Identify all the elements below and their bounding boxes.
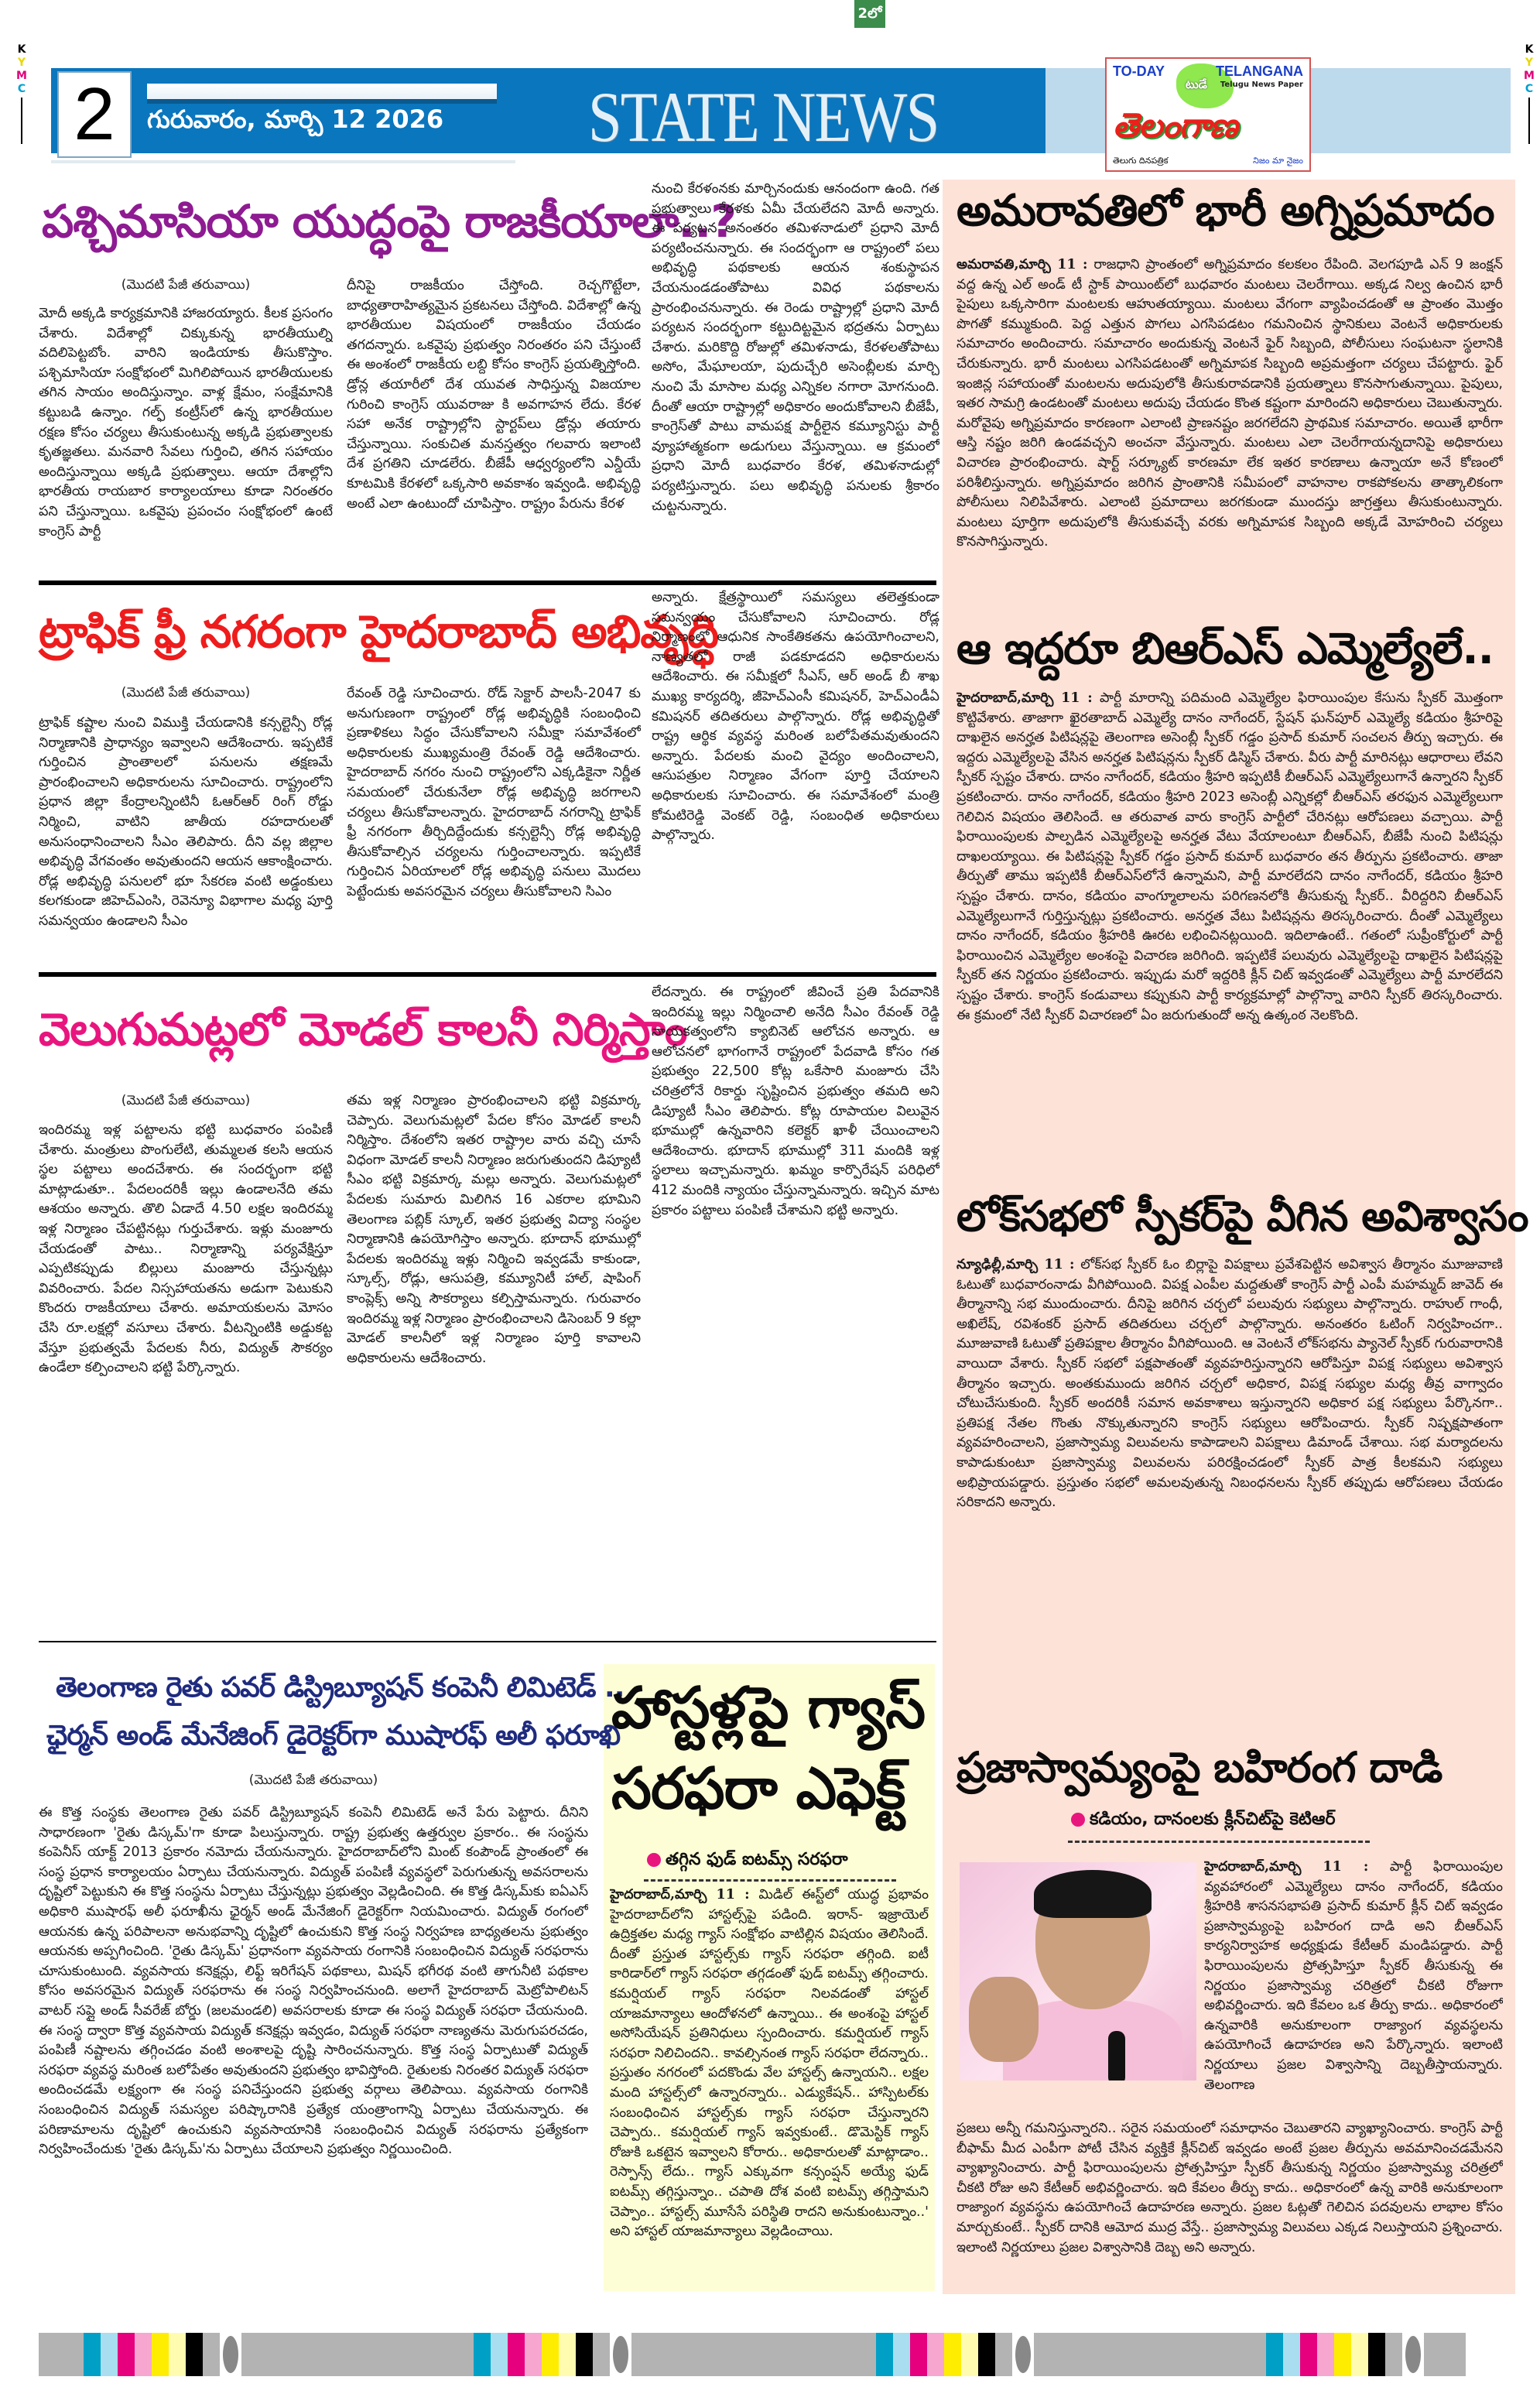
continued-label: (మొదటి పేజీ తరువాయి) <box>248 1772 378 1788</box>
headline-rythu-discom-line1: తెలంగాణ రైతు పవర్ డిస్ట్రిబ్యూషన్ కంపెనీ లిమిటెడ్ .. <box>56 1672 625 1704</box>
continued-label: (మొదటి పేజీ తరువాయి) <box>121 685 251 700</box>
photo-hand <box>969 1977 1039 2062</box>
article-traffic-col3: అన్నారు. క్షేత్రస్థాయిలో సమస్యలు తలెత్తకుండా సమన్వయం చేసుకోవాలని సూచించారు. రోడ్ల నిర్మాణంలో ఆధునిక సాంకేతికతను ఉపయోగించాలని, నాణ్యతలో రాజీ పడకూడదని అధికారులను ఆదేశించారు. ఈ సమీక్షలో సీఎస్, ఆర్ అండ్ బీ శాఖ ముఖ్య కార్యదర్శి, జీహెచ్ఎంసీ కమిషనర్, హెచ్ఎండీఏ కమిషనర్ తదితరులు పాల్గొన్నారు. రోడ్ల అభివృద్ధితో రాష్ట్ర ఆర్థిక వ్యవస్థ మరింత బలోపేతమవుతుందని అన్నారు. పేదలకు మంచి వైద్యం అందించాలని, ఆసుపత్రుల నిర్మాణం వేగంగా పూర్తి చేయాలని అధికారులకు సూచించారు. ఈ సమావేశంలో మంత్రి కోమటిరెడ్డి వెంకట్ రెడ్డి, సంబంధిత అధికారులు పాల్గొన్నారు. <box>652 590 939 844</box>
divider <box>39 580 936 585</box>
article-rythu-discom-body: ఈ కొత్త సంస్థకు తెలంగాణ రైతు పవర్ డిస్ట్రిబ్యూషన్ కంపెనీ లిమిటెడ్ అనే పేరు పెట్టారు. దీనిని సాధారణంగా 'రైతు డిస్కమ్'గా కూడా పిలుస్తున్నారు. రాష్ట్ర ప్రభుత్వ ఉత్తర్వుల ప్రకారం.. ఈ సంస్థను కంపెనీస్ యాక్ట్ 2013 ప్రకారం నమోదు చేయనున్నారు. హైదరాబాద్‌లోని మింట్ కంపౌండ్ ప్రాంతంలో ఈ సంస్థ ప్రధాన కార్యాలయం ఏర్పాటు చేయనున్నారు. విద్యుత్ పంపిణీ వ్యవస్థలో పెరుగుతున్న అవసరాలను దృష్టిలో పెట్టుకుని ఈ కొత్త సంస్థను ఏర్పాటు చేస్తున్నట్లు ప్రభుత్వం వెల్లడించింది. ఈ కొత్త డిస్కమ్‌కు ఐఏఎస్ అధికారి ముషారఫ్ అలీ ఫరూఖీను ఛైర్మన్ అండ్ మేనేజింగ్ డైరెక్టర్‌గా నియమించారు. విద్యుత్ రంగంలో ఆయనకు ఉన్న పరిపాలనా అనుభవాన్ని దృష్టిలో ఉంచుకుని కొత్త సంస్థ నిర్వహణ బాధ్యతలను ప్రభుత్వం ఆయనకు అప్పగించింది. 'రైతు డిస్కమ్' ప్రధానంగా వ్యవసాయ రంగానికి సంబంధించిన విద్యుత్ సరఫరాను చూసుకుంటుంది. వ్యవసాయ కనెక్షన్లు, లిఫ్ట్ ఇరిగేషన్ పథకాలు, మిషన్ భగీరథ వంటి తాగునీటి పథకాల కోసం అవసరమైన విద్యుత్ సరఫరాను ఈ సంస్థ నిర్వహించనుంది. అలాగే హైదరాబాద్ మెట్రోపాలిటన్ వాటర్ సప్లై అండ్ సీవరేజ్ బోర్డు (జలమండలి) అవసరాలకు కూడా ఈ సంస్థ విద్యుత్ సరఫరా చేయనుంది. ఈ సంస్థ ద్వారా కొత్త వ్యవసాయ విద్యుత్ కనెక్షన్లు ఇవ్వడం, విద్యుత్ సరఫరా నాణ్యతను మెరుగుపరచడం, పంపిణీ నష్టాలను తగ్గించడం వంటి అంశాలపై దృష్టి సారించనున్నారు. కొత్త సంస్థ ఏర్పాటుతో విద్యుత్ సరఫరా వ్యవస్థ మరింత బలోపేతం అవుతుందని ప్రభుత్వం భావిస్తోంది. రైతులకు నిరంతర విద్యుత్ సరఫరా అందించడమే లక్ష్యంగా ఈ సంస్థ పనిచేస్తుందని ప్రభుత్వ వర్గాలు తెలిపాయి. వ్యవసాయ రంగానికి సంబంధించిన విద్యుత్ సమస్యల పరిష్కారానికి ప్రత్యేక యంత్రాంగాన్ని ఏర్పాటు చేయనున్నారు. ఈ పరిణామాలను దృష్టిలో ఉంచుకుని వ్యవసాయానికి సంబంధించిన విద్యుత్ సరఫరాను ప్రత్యేకంగా నిర్వహించేందుకు 'రైతు డిస్కమ్'ను ఏర్పాటు చేయాలని ప్రభుత్వం నిర్ణయించింది. <box>39 1805 588 2158</box>
article-text: పార్టీ మారాన్ని పదిమంది ఎమ్మెల్యేల ఫిరాయింపుల కేసును స్పీకర్ మొత్తంగా కొట్టివేశారు. తాజాగా ఖైరతాబాద్ ఎమ్మెల్యే దానం నాగేందర్, స్టేషన్ ఘన్‌పూర్ ఎమ్మెల్యే కడియం శ్రీహరిపై దాఖలైన అనర్హత పిటిషన్లపై తెలంగాణ అసెంబ్లీ స్పీకర్ గడ్డం ప్రసాద్ కుమార్ సంచలన తీర్పు ఇచ్చారు. ఈ ఇద్దరు ఎమ్మెల్యేలపై వేసిన అనర్హత పిటిషన్లను స్పీకర్ డిస్మిస్ చేశారు. వీరు పార్టీ మారినట్లు ఆధారాలు లేవని స్పీకర్ స్పష్టం చేశారు. దానం నాగేందర్, కడియం శ్రీహరి ఇప్పటికీ బీఆర్ఎస్ ఎమ్మెల్యేలుగానే ఉన్నారని స్పీకర్ ప్రకటించారు. దానం నాగేందర్, కడియం శ్రీహరి 2023 అసెంబ్లీ ఎన్నికల్లో బీఆర్ఎస్ తరఫున ఎమ్మెల్యేలుగా గెలిచిన విషయం తెలిసిందే. ఆ తరువాత వారు కాంగ్రెస్ పార్టీలో చేరినట్లు ఆరోపణలు వచ్చాయి. పార్టీ ఫిరాయింపులకు పాల్పడిన ఎమ్మెల్యేలపై అనర్హత వేటు వేయాలంటూ బీఆర్ఎస్, బీజేపీ నుంచి పిటిషన్లు దాఖలయ్యాయి. ఈ పిటిషన్లపై స్పీకర్ గడ్డం ప్రసాద్ కుమార్ బుధవారం తన తీర్పును ప్రకటించారు. తాజా తీర్పుతో తాము ఇప్పటికీ బీఆర్ఎస్‌లోనే ఉన్నామని, పార్టీ మారలేదని దానం నాగేందర్, కడియం శ్రీహరి స్పష్టం చేశారు. దానం, కడియం వాంగ్మూలాలను పరిగణనలోకి తీసుకున్న స్పీకర్.. వీరిద్దరిని బీఆర్ఎస్ ఎమ్మెల్యేలుగానే గుర్తిస్తున్నట్లు ప్రకటించారు. అనర్హత వేటు పిటిషన్లను తిరస్కరించారు. దీంతో ఎమ్మెల్యేలు దానం నాగేందర్, కడియం శ్రీహరికి ఊరట లభించినట్లయింది. ఇదిలాఉంటే.. గతంలో సుప్రీంకోర్టులో పార్టీ ఫిరాయించిన ఎమ్మెల్యేల అంశంపై విచారణ జరిగింది. ఇప్పటికే పలువురు ఎమ్మెల్యేలపై దాఖలైన పిటిషన్లపై స్పీకర్ తన నిర్ణయం ప్రకటించారు. ఇప్పుడు మరో ఇద్దరికి క్లీన్ చిట్ ఇవ్వడంతో ఎమ్మెల్యేలు పార్టీ మారలేదని స్పష్టం చేశారు. కాంగ్రెస్ కండువాలు కప్పుకుని పార్టీ కార్యక్రమాల్లో పాల్గొన్నా వారిని స్పీకర్ తిరస్కరించారు. ఈ క్రమంలో నేటి స్పీకర్ విచారణలో ఏం జరుగుతుందో అన్న ఉత్కంఠ నెలకొంది. <box>957 690 1503 1023</box>
logo-map-text: టుడే <box>1186 77 1207 91</box>
header-date-strip <box>147 84 497 104</box>
headline-lok-sabha: లోక్‌సభలో స్పీకర్‌పై వీగిన అవిశ్వాసం <box>957 1192 1528 1241</box>
divider <box>39 972 936 977</box>
article-brs-body <box>957 689 1503 1161</box>
article-amaravati-body <box>957 255 1503 610</box>
logo-telangana: TELANGANA <box>1216 63 1303 79</box>
article-text: మిడిల్ ఈస్ట్‌లో యుద్ధ ప్రభావం హైదరాబాద్‌లోని హాస్టల్స్‌పై పడింది. ఇరాన్- ఇజ్రాయెల్ ఉద్రిక్తతల మధ్య గ్యాస్ సంక్షోభం వాటిల్లిన విషయం తెలిసిందే. దీంతో ప్రస్తుత హాస్టల్స్‌కు గ్యాస్ సరఫరా తగ్గింది. ఐటీ కారిడార్‌లో గ్యాస్ సరఫరా తగ్గడంతో ఫుడ్ ఐటమ్స్ తగ్గించారు. కమర్షియల్ గ్యాస్ సరఫరా నిలవడంతో హాస్టల్ యాజమాన్యాలు ఆందోళనలో ఉన్నాయి.. ఈ అంశంపై హాస్టల్ అసోసియేషన్ ప్రతినిధులు స్పందించారు. కమర్షియల్ గ్యాస్ సరఫరా నిలిచిందని.. కావల్సినంత గ్యాస్ సరఫరా లేదన్నారు.. ప్రస్తుతం నగరంలో పదకొండు వేల హాస్టల్స్ ఉన్నాయని.. లక్షల మంది హాస్టల్స్‌లో ఉన్నారన్నారు.. ఎడ్యుకేషన్.. హాస్పిటల్‌కు సంబంధించిన హాస్టల్స్‌కు గ్యాస్ సరఫరా చేస్తున్నారని చెప్పారు.. కమర్షియల్ గ్యాస్ ఇవ్వకుంటే.. డొమెస్టిక్ గ్యాస్ రోజుకి ఒకటైన ఇవ్వాలని కోరారు.. అధికారులతో మాట్లాడాం.. రెస్పాన్స్ లేదు.. గ్యాస్ ఎక్కువగా కన్సంప్షన్ అయ్యే ఫుడ్ ఐటమ్స్ తగ్గిస్తున్నాం.. చపాతి దోశ వంటి ఐటమ్స్ తగ్గిస్తామని చెప్పాం.. హాస్టల్స్ మూసేసే పరిస్థితి రాదని అనుకుంటున్నాం..' అని హాస్టల్ యాజమాన్యాలు వెల్లడించాయి. <box>610 1887 929 2240</box>
article-velugumatla-col1: ఇందిరమ్మ ఇళ్ల పట్టాలను భట్టి బుధవారం పంపిణీ చేశారు. మంత్రులు పొంగులేటి, తుమ్మలత కలసి ఆయన స్థల పట్టాలు అందచేశారు. ఈ సందర్భంగా భట్టి మాట్లాడుతూ.. పేదలందరికీ ఇల్లు ఉండాలనేది తమ ఆశయం అన్నారు. తొలి ఏడాదే 4.50 లక్షల ఇందిరమ్మ ఇళ్ల నిర్మాణం చేపట్టినట్లు గుర్తుచేశారు. ఇళ్లు మంజూరు చేయడంతో పాటు.. నిర్మాణాన్ని పర్యవేక్షిస్తూ ఎప్పటికప్పుడు బిల్లులు మంజూరు చేస్తున్నట్లు వివరించారు. పేదల నిస్సహాయతను అడుగా పెటుకుని కొందరు రాజకీయాలు చేశారు. అమాయకులను మోసం చేసి రూ.లక్షల్లో వసూలు చేశారు. వీటన్నింటికి అడ్డుకట్ట వేస్తూ ప్రభుత్వమే పేదలకు నీరు, విద్యుత్ సౌకర్యం ఉండేలా కల్పించాలని భట్టి పేర్కొన్నారు. <box>39 1122 333 1376</box>
dateline: హైదరాబాద్,మార్చి 11 : <box>957 690 1093 706</box>
article-traffic-col2: రేవంత్ రెడ్డి సూచించారు. రోడ్ సెక్టార్ పాలసీ-2047 కు అనుగుణంగా రాష్ట్రంలో రోడ్ల అభివృద్ధికి సంబంధించి ప్రణాళికలు సిద్ధం చేసుకోవాలని సమీక్షా సమావేశంలో అధికారులకు ముఖ్యమంత్రి రేవంత్ రెడ్డి ఆదేశించారు. హైదరాబాద్ నగరం నుంచి రాష్ట్రంలోని ఎక్కడికైనా నిర్ణీత సమయంలో చేరుకునేలా రోడ్ల అభివృద్ధి జరగాలని చర్యలు తీసుకోవాలన్నారు. హైదరాబాద్ నగరాన్ని ట్రాఫిక్ ఫ్రీ నగరంగా తీర్చిదిద్దేందుకు కన్సల్టెన్సీ రోడ్ల అభివృద్ధి తీసుకోవాల్సిన చర్యలను గుర్తించాలన్నారు. ఇప్పటికే గుర్తించిన ఏరియాలలో రోడ్ల అభివృద్ధి పనులు మొదలు పెట్టేందుకు అవసరమైన చర్యలు తీసుకోవాలని సిఎం <box>347 686 641 899</box>
article-hostels-body <box>610 1885 929 2276</box>
headline-amaravati-fire: అమరావతిలో భారీ అగ్నిప్రమాదం <box>957 186 1494 236</box>
article-text: పార్టీ ఫిరాయింపుల వ్యవహారంలో ఎమ్మెల్యేలు దానం నాగేందర్, కడియం శ్రీహరికి శాసనసభాపతి ప్రసాద్ కుమార్ క్లీన్ చిట్ ఇవ్వడం ప్రజాస్వామ్యంపై బహిరంగ దాడి అని బీఆర్ఎస్ కార్యనిర్వాహక అధ్యక్షుడు కేటీఆర్ మండిపడ్డారు. పార్టీ ఫిరాయింపులను ప్రోత్సహిస్తూ స్పీకర్ తీసుకున్న ఈ నిర్ణయం ప్రజాస్వామ్య చరిత్రలో చీకటి రోజుగా అభివర్ణించారు. ఇది కేవలం ఒక తీర్పు కాదు.. అధికారంలో ఉన్నవారికి అనుకూలంగా రాజ్యాంగ వ్యవస్థలను ఉపయోగించే ఉదాహరణ అని పేర్కొన్నారు. ఇలాంటి నిర్ణయాలు ప్రజల విశ్వాసాన్ని దెబ్బతీస్తాయన్నారు. తెలంగాణ <box>1204 1859 1503 2093</box>
democracy-subhead-text: కడియం, దానంలకు క్లీన్‌చిట్‌పై కెటిఆర్ <box>1090 1810 1336 1829</box>
article-velugumatla-col3: లేదన్నారు. ఈ రాష్ట్రంలో జీవించే ప్రతి పేదవానికి ఇందిరమ్మ ఇల్లు నిర్మించాలి అనేది సీఎం రేవంత్ రెడ్డి నాయకత్వంలోని క్యాబినెట్ ఆలోచన అన్నారు. ఆ ఆలోచనలో భాగంగానే రాష్ట్రంలో పేదవాడి కోసం గత ప్రభుత్వం 22,500 కోట్ల ఒకేసారి మంజూరు చేసి చరిత్రలోనే రికార్డు సృష్టించిన ప్రభుత్వం తమది అని డిప్యూటీ సీఎం తెలిపారు. కోట్ల రూపాయల విలువైన భూముల్లో ఉన్నవారిని కలెక్టర్ ఖాళీ చేయించాలని ఆదేశించారు. భూదాన్ భూముల్లో 311 మందికి ఇళ్ల స్థలాలు ఇచ్చామన్నారు. ఖమ్మం కార్పొరేషన్ పరిధిలో 412 మందికి న్యాయం చేస్తున్నామన్నారు. ఇచ్చిన మాట ప్రకారం పట్టాలు పంపిణీ చేశామని భట్టి అన్నారు. <box>652 985 939 1218</box>
article-lok-sabha-body <box>957 1255 1503 1706</box>
democracy-subhead <box>1071 1810 1336 1833</box>
continued-label: (మొదటి పేజీ తరువాయి) <box>121 1093 251 1108</box>
registration-mark-right: K Y M C <box>1523 43 1535 144</box>
divider <box>39 1641 936 1642</box>
headline-brs-mlas: ఆ ఇద్దరూ బిఆర్ఎస్ ఎమ్మెల్యేలే.. <box>957 624 1494 674</box>
article-democracy-side <box>1204 1858 1503 2115</box>
page-tab: 2లో <box>854 0 885 28</box>
page-number: 2 <box>57 71 132 158</box>
article-traffic-col1: ట్రాఫిక్ కష్టాల నుంచి విముక్తి చేయడానికి కన్సల్టెన్సీ రోడ్ల నిర్మాణానికి ప్రాధాన్యం ఇవ్వాలని ఆదేశించారు. ఇప్పటికే గుర్తించిన ప్రాంతాలలో పనులను తక్షణమే ప్రారంభించాలని అధికారులను సూచించారు. రాష్ట్రంలోని ప్రధాన జిల్లా కేంద్రాలన్నింటినీ ఓఆర్ఆర్ రింగ్ రోడ్డు నిర్మించి, వాటిని జాతీయ రహదారులతో అనుసంధానించాలని సీఎం తెలిపారు. దీని వల్ల జిల్లాల అభివృద్ధి వేగవంతం అవుతుందని ఆయన ఆకాంక్షించారు. రోడ్ల అభివృద్ధి పనులలో భూ సేకరణ వంటి అడ్డంకులు కలగకుండా జిహెచ్ఎంసి, రెవెన్యూ విభాగాల మధ్య పూర్తి సమన్వయం ఉండాలని సీఎం <box>39 715 333 929</box>
dateline: న్యూఢిల్లీ,మార్చి 11 : <box>957 1257 1075 1272</box>
bullet-icon <box>647 1853 661 1867</box>
header-date: గురువారం, మార్చి 12 2026 <box>147 104 444 134</box>
section-title: STATE NEWS <box>588 77 939 156</box>
microphone-icon <box>1108 2031 1125 2080</box>
dateline: హైదరాబాద్,మార్చి 11 : <box>610 1887 750 1902</box>
headline-hostels-line2: సరఫరా ఎఫెక్ట్ <box>611 1755 905 1822</box>
hostels-subhead <box>647 1850 848 1873</box>
bullet-icon <box>1071 1813 1085 1827</box>
dateline: అమరావతి,మార్చి 11 : <box>957 257 1088 272</box>
article-west-asia-col2: దీనిపై రాజకీయం చేస్తోంది. రెచ్చగొట్టేలా, బాధ్యతారాహిత్యమైన ప్రకటనలు చేస్తోంది. విదేశాల్లో ఉన్న భారతీయుల విషయంలో రాజకీయం చేయడం తగదన్నారు. ఒకవైపు ప్రభుత్వం నిరంతరం పని చేస్తుంటే ఈ అంశంలో రాజకీయ లబ్ది కోసం కాంగ్రెస్ ప్రయత్నిస్తోంది. డ్రోన్ల తయారీలో దేశ యువత సాధిస్తున్న విజయాల గురించి కాంగ్రెస్ యువరాజు కి అవగాహన లేదు. కేరళ సహా అనేక రాష్ట్రాల్లోని స్టార్టప్‌లు డ్రోన్లు తయారు చేస్తున్నాయి. సంకుచిత మనస్తత్వం గలవారు ఇలాంటి దేశ ప్రగతిని చూడలేరు. బీజేపీ ఆధ్వర్యంలోని ఎన్డీయే కూటమికి కేరళలో ఒక్కసారి అవకాశం ఇవ్వండి. అభివృద్ధి అంటే ఎలా ఉంటుందో చూపిస్తాం. రాష్ట్రం పేరును కేరళ <box>347 278 641 512</box>
headline-velugumatla: వెలుగుమట్లలో మోడల్ కాలనీ నిర్మిస్తాం <box>39 1003 687 1056</box>
hostels-subhead-text: తగ్గిన ఫుడ్ ఐటమ్స్ సరఫరా <box>666 1850 848 1869</box>
article-text: రాజధాని ప్రాంతంలో అగ్నిప్రమాదం కలకలం రేపింది. వెలగపూడి ఎన్ 9 జంక్షన్ వద్ద ఉన్న ఎల్ అండ్ టీ స్టాక్ పాయింట్‌లో బుధవారం మంటలు చెలరేగాయి. అక్కడ నిల్వ ఉంచిన భారీ పైపులు ఒక్కసారిగా మంటలకు ఆహుతయ్యాయి. మంటలు వేగంగా వ్యాపించడంతో ఆ ప్రాంతం మొత్తం పొగతో కమ్ముకుంది. పెద్ద ఎత్తున పొగలు ఎగసిపడటం గమనించిన స్థానికులు వెంటనే అధికారులకు సమాచారం అందించారు. సమాచారం అందుకున్న వెంటనే ఫైర్ సిబ్బంది, పోలీసులు సంఘటనా స్థలానికి చేరుకున్నారు. భారీ మంటలు ఎగసిపడటంతో అగ్నిమాపక సిబ్బంది అప్రమత్తంగా చర్యలు చేపట్టారు. ఫైర్ ఇంజిన్ల సహాయంతో మంటలను అదుపులోకి తీసుకురావడానికి ప్రయత్నాలు కొనసాగుతున్నాయి. పైపులు, ఇతర సామగ్రి ఉండటంతో మంటలు అదుపు చేయడం కొంత కష్టంగా మారిందని అధికారులు చెబుతున్నారు. మరోవైపు అగ్నిప్రమాదం కారణంగా ఎలాంటి ప్రాణనష్టం జరగలేదని ప్రాథమిక సమాచారం. అయితే భారీగా ఆస్తి నష్టం జరిగి ఉండవచ్చని అంచనా వేస్తున్నారు. మంటలు ఎలా చెలరేగాయన్నదానిపై అధికారులు విచారణ ప్రారంభించారు. షార్ట్ సర్క్యూట్ కారణమా లేక ఇతర కారణాలు ఉన్నాయా అనే కోణంలో పరిశీలిస్తున్నారు. అగ్నిప్రమాదం జరిగిన ప్రాంతానికి సమీపంలో వాహనాల రాకపోకలను తాత్కాలికంగా పోలీసులు నిలిపివేశారు. ఎలాంటి ప్రమాదాలు జరగకుండా ముందస్తు జాగ్రత్తలు తీసుకుంటున్నారు. మంటలు పూర్తిగా అదుపులోకి తీసుకువచ్చే వరకు అగ్నిమాపక సిబ్బంది అక్కడే మోహరించి చర్యలు కొనసాగిస్తున్నారు. <box>957 257 1503 550</box>
article-west-asia-col3: నుంచి కేరళంనకు మార్చినందుకు ఆనందంగా ఉంది. గత ప్రభుత్వాలు కేరళకు ఏమీ చేయలేదని మోదీ అన్నారు. ఈ పర్యటన అనంతరం తమిళనాడులో ప్రధాని మోదీ పర్యటించనున్నారు. ఈ సందర్భంగా ఆ రాష్ట్రంలో పలు అభివృద్ధి పథకాలకు ఆయన శంకుస్థాపన చేయనుండడంతోపాటు వివిధ పథకాలను ప్రారంభించనున్నారు. ఈ రెండు రాష్ట్రాల్లో ప్రధాని మోదీ పర్యటన సందర్భంగా కట్టుదిట్టమైన భద్రతను ఏర్పాటు చేశారు. మరికొద్ది రోజుల్లో తమిళనాడు, కేరళలతోపాటు అసోం, మేఘాలయా, పుదుచ్చేరి అసెంబ్లీలకు మార్చి నుంచి మే మాసాల మధ్య ఎన్నికల నగారా మోగనుంది. దీంతో ఆయా రాష్ట్రాల్లో అధికారం అందుకోవాలని బీజేపీ, కాంగ్రెస్‌తో పాటు వామపక్ష పార్టీలైన కమ్యూనిస్టు పార్టీ వ్యూహాత్మకంగా అడుగులు వేస్తున్నాయి. ఆ క్రమంలో ప్రధాని మోదీ బుధవారం కేరళ, తమిళనాడుల్లో పర్యటిస్తున్నారు. పలు అభివృద్ధి పనులకు శ్రీకారం చుట్టనున్నారు. <box>652 181 939 514</box>
logo-today: TO-DAY <box>1113 63 1165 79</box>
dateline: హైదరాబాద్,మార్చి 11 : <box>1204 1859 1369 1875</box>
article-velugumatla-col2: తమ ఇళ్ల నిర్మాణం ప్రారంభించాలని భట్టి విక్రమార్క చెప్పారు. వెలుగుమట్లలో పేదల కోసం మోడల్ కాలనీ నిర్మిస్తాం. దేశంలోని ఇతర రాష్ట్రాల వారు వచ్చి చూసే విధంగా మోడల్ కాలనీ నిర్మాణం జరుగుతుందని డిప్యూటీ సీఎం భట్టి విక్రమార్క మల్లు అన్నారు. వెలుగుమట్లలో పేదలకు సుమారు మిలిగిన 16 ఎకరాల భూమిని తెలంగాణ పబ్లిక్ స్కూల్, ఇతర ప్రభుత్వ విద్యా సంస్థల నిర్మాణానికి ఉపయోగిస్తాం అన్నారు. భూదాన్ భూముల్లో పేదలకు ఇందిరమ్మ ఇళ్లు నిర్మించి ఇవ్వడమే కాకుండా, స్కూల్స్, రోడ్లు, ఆసుపత్రి, కమ్యూనిటీ హాల్, షాపింగ్ కాంప్లెక్స్ అన్ని సౌకర్యాలు కల్పిస్తామన్నారు. గురువారం ఇందిరమ్మ ఇళ్ల నిర్మాణం ప్రారంభించాలని డిసెంబర్ 9 కల్లా మోడల్ కాలనీలో ఇళ్ల నిర్మాణం పూర్తి కావాలని అధికారులను ఆదేశించారు. <box>347 1093 641 1366</box>
continued-label: (మొదటి పేజీ తరువాయి) <box>121 277 251 293</box>
dashed-divider <box>644 1879 896 1882</box>
article-west-asia-col1: మోదీ అక్కడి కార్యక్రమానికి హాజరయ్యారు. కీలక ప్రసంగం చేశారు. విదేశాల్లో చిక్కుకున్న భారతీయుల్ని వదిలిపెట్టబోం. వారిని ఇండియాకు తీసుకొస్తాం. పశ్చిమాసియా సంక్షోభంలో మిగిలిపోయిన భారతీయులకు తగిన సాయం అందిస్తున్నాం. వాళ్ల క్షేమం, సంక్షేమానికి కట్టుబడి ఉన్నాం. గల్ఫ్ కంట్రీస్‌లో ఉన్న భారతీయుల రక్షణ కోసం చర్యలు తీసుకుంటున్న అక్కడి ప్రభుత్వాలకు కృతజ్ఞతలు. మనవారి సేవలు గుర్తించి, తగిన సహాయం అందిస్తున్నాయి అక్కడి ప్రభుత్వాలు. ఆయా దేశాల్లోని భారతీయ రాయబార కార్యాలయాలు కూడా నిరంతరం పని చేస్తున్నాయి. ఒకవైపు ప్రపంచం సంక్షోభంలో ఉంటే కాంగ్రెస్ పార్టీ <box>39 306 333 539</box>
logo-tagline-right: నిజం మా నైజం <box>1253 156 1303 166</box>
headline-hostels-line1: హాస్టళ్లపై గ్యాస్ <box>611 1675 926 1741</box>
color-calibration-bar <box>39 2333 1532 2376</box>
headline-rythu-discom-line2: ఛైర్మన్ అండ్ మేనేజింగ్ డైరెక్టర్‌గా ముషారఫ్ అలీ ఫరూఖి <box>46 1720 621 1752</box>
dashed-divider <box>1068 1841 1370 1843</box>
photo-hair <box>1034 1870 1152 1918</box>
header-underline <box>51 160 515 163</box>
logo-subtitle: Telugu News Paper <box>1220 80 1303 89</box>
logo-tagline-left: తెలుగు దినపత్రిక <box>1113 156 1169 166</box>
registration-mark-left: K Y M C <box>15 43 28 144</box>
ktr-photo <box>960 1862 1196 2080</box>
headline-west-asia: పశ్చిమాసియా యుద్ధంపై రాజకీయాలా..? <box>42 195 736 248</box>
headline-traffic-free: ట్రాఫిక్ ఫ్రీ నగరంగా హైదరాబాద్ అభివృద్ధి <box>39 605 719 658</box>
article-text: లోక్‌సభ స్పీకర్ ఓం బిర్లాపై విపక్షాలు ప్రవేశపెట్టిన అవిశ్వాస తీర్మానం మూజువాణి ఓటుతో బుధవారంనాడు వీగిపోయింది. విపక్ష ఎంపీల మద్దతుతో కాంగ్రెస్ పార్టీ ఎంపీ మహమ్మద్ జావెద్ ఈ తీర్మానాన్ని సభ ముందుంచారు. దీనిపై జరిగిన చర్చలో పలువురు సభ్యులు పాల్గొన్నారు. రాహుల్ గాంధీ, అఖిలేష్, రవిశంకర్ ప్రసాద్ తదితరులు చర్చలో పాల్గొన్నారు. అనంతరం ఓటింగ్ నిర్వహించగా.. మూజువాణి ఓటుతో ప్రతిపక్షాల తీర్మానం వీగిపోయింది. ఆ వెంటనే లోక్‌సభను ప్యానెల్ స్పీకర్ గురువారానికి వాయిదా వేశారు. స్పీకర్ సభలో పక్షపాతంతో వ్యవహరిస్తున్నారని ఆరోపిస్తూ విపక్ష సభ్యులు అవిశ్వాస తీర్మానం ఇచ్చారు. అంతకుముందు జరిగిన చర్చలో అధికార, విపక్ష సభ్యుల మధ్య తీవ్ర వాగ్వాదం చోటుచేసుకుంది. స్పీకర్ అందరికీ సమాన అవకాశాలు ఇస్తున్నారని అధికార పక్ష సభ్యులు పేర్కొనగా.. ప్రతిపక్ష నేతల గొంతు నొక్కుతున్నారని కాంగ్రెస్ సభ్యులు ఆరోపించారు. స్పీకర్ నిష్పక్షపాతంగా వ్యవహరించాలని, ప్రజాస్వామ్య విలువలను కాపాడాలని విపక్షాలు డిమాండ్ చేశాయి. సభ మర్యాదలను కాపాడుకుంటూ ప్రజాస్వామ్య విలువలను పరిరక్షించడంలో స్పీకర్ పాత్ర కీలకమని సభ్యులు అభిప్రాయపడ్డారు. ప్రస్తుతం సభలో అమలవుతున్న నిబంధనలను స్పీకర్ తప్పుడు ఆరోపణలు చేయడం సరికాదని అన్నారు. <box>957 1257 1503 1511</box>
article-democracy-body: ప్రజలు అన్నీ గమనిస్తున్నారని.. సరైన సమయంలో సమాధానం చెబుతారని వ్యాఖ్యానించారు. కాంగ్రెస్ పార్టీ బీఫామ్ మీద ఎంపీగా పోటీ చేసిన వ్యక్తికే క్లీన్‌చిట్ ఇవ్వడం అంటే ప్రజల తీర్పును అవమానించడమేనని వ్యాఖ్యానించారు. పార్టీ ఫిరాయింపులను ప్రోత్సహిస్తూ స్పీకర్ తీసుకున్న నిర్ణయం ప్రజాస్వామ్య చరిత్రలో చీకటి రోజు అని కేటీఆర్ అభివర్ణించారు. ఇది కేవలం తీర్పు కాదు.. అధికారంలో ఉన్న వారికి అనుకూలంగా రాజ్యాంగ వ్యవస్థను ఉపయోగించే ఉదాహరణ అన్నారు. ప్రజల ఓట్లతో గెలిచిన పదవులను లాభాల కోసం మార్చుకుంటే.. స్పీకర్ దానికి ఆమోద ముద్ర వేస్తే.. ప్రజాస్వామ్య విలువలు ఎక్కడ నిలుస్తాయని ప్రశ్నించారు. ఇలాంటి నిర్ణయాలు ప్రజల విశ్వాసానికి దెబ్బ అని అన్నారు. <box>957 2121 1503 2255</box>
logo-brand: తెలంగాణ <box>1113 106 1237 146</box>
newspaper-logo <box>1105 57 1311 172</box>
headline-democracy-attack: ప్రజాస్వామ్యంపై బహిరంగ దాడి <box>957 1743 1442 1792</box>
